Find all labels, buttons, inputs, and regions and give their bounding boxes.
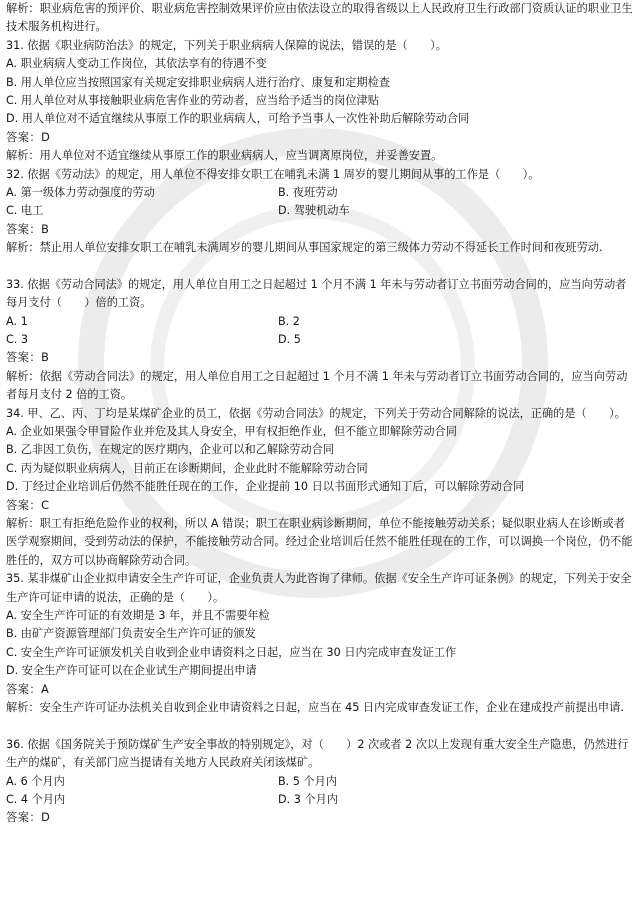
question-31-option-b: B. 用人单位应当按照国家有关规定安排职业病病人进行治疗、康复和定期检查 — [6, 75, 390, 89]
question-34-option-d: D. 丁经过企业培训后仍然不能胜任现在的工作，企业提前 10 日以书面形式通知丁后，可以解除劳动合同 — [6, 480, 525, 494]
question-32-stem: 32. 依据《劳动法》的规定，用人单位不得安排女职工在哺乳未满 1 周岁的婴儿期间从事的工作是（ ）。 — [6, 167, 540, 181]
question-36-option-c: C. 4 个月内 — [6, 792, 66, 806]
question-32-option-d: D. 驾驶机动车 — [278, 204, 350, 218]
question-31-answer: 答案：D — [6, 130, 51, 144]
question-35-analysis: 解析：安全生产许可证办法机关自收到企业申请资料之日起，应当在 45 日内完成审查发证工作，企业在建成投产前提出申请. — [6, 700, 624, 714]
question-35-option-d: D. 安全生产许可证可以在企业试生产期间提出申请 — [6, 664, 257, 678]
question-36-option-b: B. 5 个月内 — [278, 774, 338, 788]
question-34-option-c: C. 丙为疑似职业病病人，目前正在诊断期间，企业此时不能解除劳动合同 — [6, 461, 368, 475]
question-33-options-row-2 — [6, 331, 634, 349]
question-36-option-d: D. 3 个月内 — [278, 792, 338, 806]
question-32-option-b: B. 夜班劳动 — [278, 185, 338, 199]
question-31-analysis: 解析：用人单位对不适宜继续从事原工作的职业病病人，应当调离原岗位，并妥善安置。 — [6, 149, 443, 163]
question-32-analysis: 解析：禁止用人单位安排女职工在哺乳未满周岁的婴儿期间从事国家规定的第三级体力劳动不得延长工作时间和夜班劳动. — [6, 241, 603, 255]
question-33-analysis: 解析：依据《劳动合同法》的规定，用人单位自用工之日起超过 1 个月不满 1 年未与劳动者订立书面劳动合同的，应当向劳动者每月支付 2 倍的工资。 — [6, 369, 628, 402]
question-31-option-d: D. 用人单位对不适宜继续从事原工作的职业病病人，可给予当事人一次性补助后解除劳动合同 — [6, 112, 470, 126]
question-31-stem: 31. 依据《职业病防治法》的规定，下列关于职业病病人保障的说法，错误的是（ ）。 — [6, 38, 447, 52]
question-34-analysis: 解析：职工有拒绝危险作业的权利，所以 A 错误；职工在职业病诊断期间，单位不能接触劳动关系；疑似职业病人在诊断或者医学观察期间，受到劳动法的保护，不能接触劳动合同。经过企业培训后任然不能胜任现在的工作，可以调换一个岗位，仍不能胜任的，双方可以协商解除劳动合同。 — [6, 517, 633, 567]
question-34-option-a: A. 企业如果强令甲冒险作业并危及其人身安全，甲有权拒绝作业，但不能立即解除劳动合同 — [6, 425, 457, 439]
question-35-answer: 答案：A — [6, 682, 50, 696]
question-34-stem: 34. 甲、乙、丙、丁均是某煤矿企业的员工，依据《劳动合同法》的规定，下列关于劳动合同解除的说法，正确的是（ ）。 — [6, 406, 626, 420]
question-33-option-a: A. 1 — [6, 314, 28, 328]
question-33-stem: 33. 依据《劳动合同法》的规定，用人单位自用工之日起超过 1 个月不满 1 年未与劳动者订立书面劳动合同的，应当向劳动者每月支付（ ）倍的工资。 — [6, 277, 627, 310]
intro-analysis-text: 职业病危害的预评价、职业病危害控制效果评价应由依法设立的取得省级以上人民政府卫生行政部门资质认证的职业卫生技术服务机构进行。 — [6, 2, 633, 34]
question-36-answer: 答案：D — [6, 811, 51, 825]
question-32-options-row-1 — [6, 184, 634, 202]
question-32-answer: 答案：B — [6, 222, 50, 236]
question-35-stem: 35. 某非煤矿山企业拟申请安全生产许可证，企业负责人为此咨询了律师。依据《安全生产许可证条例》的规定，下列关于安全生产许可证申请的说法，正确的是（ ）。 — [6, 572, 632, 604]
question-36-stem: 36. 依据《国务院关于预防煤矿生产安全事故的特别规定》，对（ ）2 次或者 2 次以上发现有重大安全生产隐患，仍然进行生产的煤矿，有关部门应当提请有关地方人民政府关闭该煤矿。 — [6, 737, 629, 770]
question-31-option-a: A. 职业病病人变动工作岗位，其依法享有的待遇不变 — [6, 57, 267, 71]
question-33-option-c: C. 3 — [6, 333, 29, 347]
question-33-options-row-1 — [6, 313, 634, 331]
question-35-option-b: B. 由矿产资源管理部门负责安全生产许可证的颁发 — [6, 627, 256, 641]
question-34-option-b: B. 乙非因工负伤，在规定的医疗期内，企业可以和乙解除劳动合同 — [6, 443, 335, 457]
intro-analysis-label: 解析： — [6, 2, 40, 15]
question-35-option-a: A. 安全生产许可证的有效期是 3 年，并且不需要年检 — [6, 608, 270, 622]
question-34-answer: 答案：C — [6, 498, 50, 512]
question-32-options-row-2 — [6, 202, 634, 220]
question-33-option-b: B. 2 — [278, 314, 300, 328]
question-36-options-row-1 — [6, 773, 634, 791]
question-33-option-d: D. 5 — [278, 333, 301, 347]
question-35-option-c: C. 安全生产许可证颁发机关自收到企业申请资料之日起，应当在 30 日内完成审查发证工作 — [6, 645, 457, 659]
intro-analysis — [6, 0, 634, 37]
question-31-option-c: C. 用人单位对从事接触职业病危害作业的劳动者，应当给予适当的岗位津贴 — [6, 93, 379, 107]
question-33-answer: 答案：B — [6, 351, 50, 365]
question-36-options-row-2 — [6, 791, 634, 809]
question-36-option-a: A. 6 个月内 — [6, 774, 65, 788]
question-32-option-c: C. 电工 — [6, 204, 44, 218]
question-32-option-a: A. 第一级体力劳动强度的劳动 — [6, 185, 155, 199]
